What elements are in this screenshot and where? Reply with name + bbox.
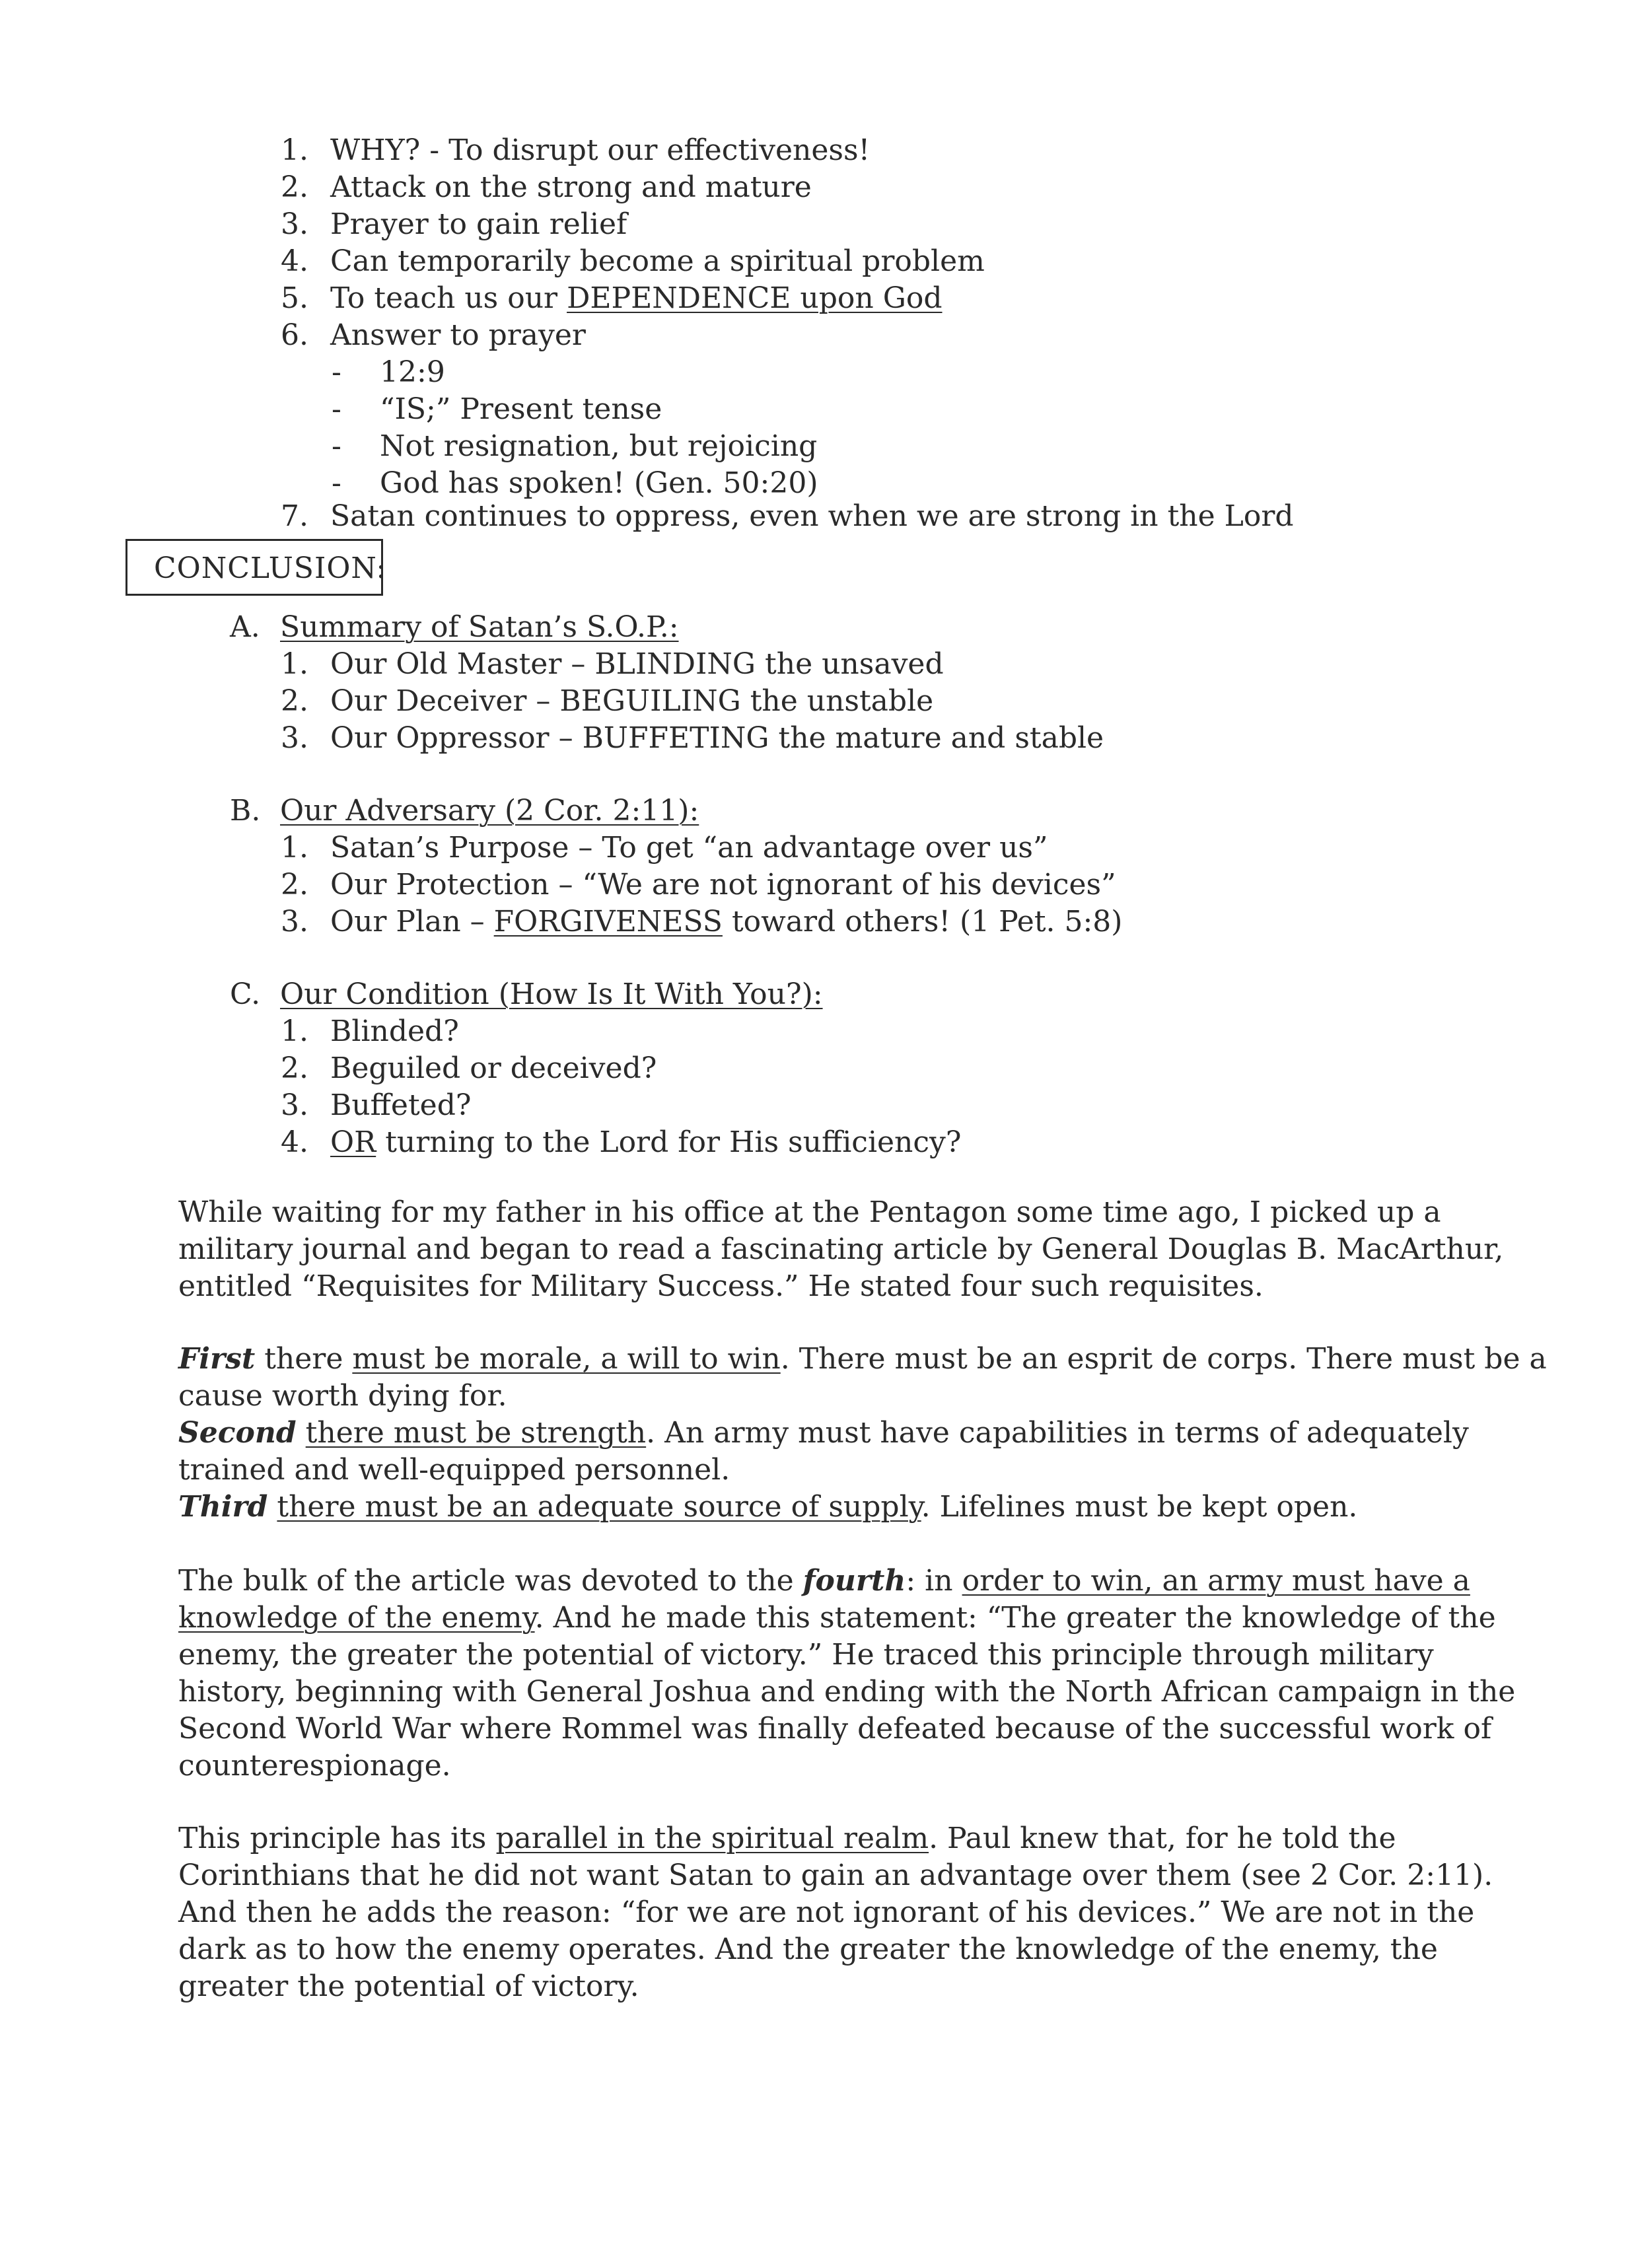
- text: . And he made this statement: “The greater the knowledge of the: [534, 1601, 1496, 1635]
- emphasis-word: Third: [178, 1490, 268, 1524]
- list-item-text: toward others! (1 Pet. 5:8): [722, 905, 1123, 939]
- outline-item: [330, 280, 943, 317]
- text: . Paul knew that, for he told the: [929, 1822, 1396, 1855]
- list-item: [330, 904, 1122, 940]
- list-number: 3.: [281, 905, 308, 939]
- sub-item-dash: -: [332, 392, 341, 426]
- list-number: 2.: [281, 868, 308, 902]
- outline-number: 7.: [281, 499, 308, 533]
- section-heading: Summary of Satan’s S.O.P.:: [280, 610, 679, 644]
- paragraph-intro: [178, 1194, 1504, 1305]
- text: [297, 1416, 306, 1450]
- underlined-phrase: OR: [330, 1125, 376, 1159]
- outline-number: 4.: [281, 244, 308, 278]
- section-heading: Our Adversary (2 Cor. 2:11):: [280, 794, 699, 828]
- underlined-phrase: FORGIVENESS: [493, 905, 723, 939]
- outline-item: Can temporarily become a spiritual problem: [330, 244, 985, 278]
- sub-item-dash: -: [332, 466, 341, 500]
- list-number: 2.: [281, 1051, 308, 1085]
- paragraph-line: [178, 1600, 1496, 1637]
- list-item: Our Old Master – BLINDING the unsaved: [330, 647, 944, 681]
- sub-item-dash: -: [332, 355, 341, 389]
- paragraph-line: Corinthians that he did not want Satan to gain an advantage over them (see 2 Cor. 2:11).: [178, 1859, 1493, 1892]
- paragraph-spiritual-parallel: [178, 1820, 1493, 2005]
- sub-item: God has spoken! (Gen. 50:20): [380, 466, 818, 500]
- list-item: Buffeted?: [330, 1088, 472, 1122]
- emphasis-word: First: [178, 1342, 256, 1376]
- underlined-phrase: order to win, an army must have a: [962, 1564, 1470, 1598]
- emphasis-word: fourth: [802, 1564, 906, 1598]
- conclusion-label: CONCLUSION:: [154, 551, 387, 585]
- list-item: Our Protection – “We are not ignorant of his devices”: [330, 868, 1116, 902]
- paragraph-line: And then he adds the reason: “for we are not ignorant of his devices.” We are not in the: [178, 1896, 1475, 1929]
- sub-item: “IS;” Present tense: [380, 392, 662, 426]
- paragraph-line: While waiting for my father in his office at the Pentagon some time ago, I picked up a: [178, 1195, 1441, 1229]
- underlined-phrase: DEPENDENCE upon God: [567, 281, 943, 315]
- paragraph-line: dark as to how the enemy operates. And the greater the knowledge of the enemy, the: [178, 1932, 1438, 1966]
- list-item: Our Deceiver – BEGUILING the unstable: [330, 684, 934, 718]
- list-item: Our Oppressor – BUFFETING the mature and stable: [330, 721, 1104, 755]
- list-number: 2.: [281, 684, 308, 718]
- paragraph-line: military journal and began to read a fascinating article by General Douglas B. MacArthur,: [178, 1232, 1504, 1266]
- text: The bulk of the article was devoted to the: [178, 1564, 803, 1598]
- text: : in: [906, 1564, 962, 1598]
- paragraph-line: entitled “Requisites for Military Success.” He stated four such requisites.: [178, 1269, 1264, 1303]
- section-letter: B.: [230, 794, 261, 828]
- paragraph-requisites: [178, 1341, 1547, 1526]
- list-number: 1.: [281, 647, 308, 681]
- list-number: 3.: [281, 1088, 308, 1122]
- section-heading: Our Condition (How Is It With You?):: [280, 977, 823, 1011]
- sub-item-dash: -: [332, 429, 341, 463]
- text: . Lifelines must be kept open.: [921, 1490, 1358, 1524]
- sub-item: 12:9: [380, 355, 445, 389]
- list-item: Blinded?: [330, 1014, 459, 1048]
- paragraph-line: trained and well-equipped personnel.: [178, 1453, 730, 1487]
- list-item: [330, 1124, 961, 1161]
- section-letter: C.: [230, 977, 261, 1011]
- paragraph-line: counterespionage.: [178, 1749, 451, 1783]
- underlined-phrase: must be morale, a will to win: [352, 1342, 781, 1376]
- sub-item: Not resignation, but rejoicing: [380, 429, 818, 463]
- list-number: 1.: [281, 831, 308, 865]
- section-letter: A.: [230, 610, 260, 644]
- paragraph-line: [178, 1563, 1479, 1600]
- paragraph-fourth: [178, 1563, 1516, 1785]
- outline-item: Satan continues to oppress, even when we are strong in the Lord: [330, 499, 1294, 533]
- emphasis-word: Second: [178, 1416, 297, 1450]
- outline-number: 5.: [281, 281, 308, 315]
- outline-item: WHY? - To disrupt our effectiveness!: [330, 133, 871, 167]
- outline-item: Answer to prayer: [330, 318, 586, 352]
- underlined-phrase: there must be an adequate source of supply: [277, 1490, 921, 1524]
- text: This principle has its: [178, 1822, 496, 1855]
- outline-item-text: To teach us our: [330, 281, 567, 315]
- list-number: 3.: [281, 721, 308, 755]
- paragraph-line: Second World War where Rommel was finally defeated because of the successful work of: [178, 1712, 1492, 1746]
- underlined-phrase: there must be strength: [305, 1416, 647, 1450]
- list-item-text: turning to the Lord for His sufficiency?: [376, 1125, 962, 1159]
- outline-item: Prayer to gain relief: [330, 207, 627, 241]
- paragraph-line: [178, 1820, 1479, 1857]
- list-item: Beguiled or deceived?: [330, 1051, 657, 1085]
- paragraph-line: [178, 1415, 1479, 1452]
- list-item-text: Our Plan –: [330, 905, 494, 939]
- text: there: [255, 1342, 353, 1376]
- paragraph-line: cause worth dying for.: [178, 1379, 507, 1413]
- text: . An army must have capabilities in terms of adequately: [646, 1416, 1469, 1450]
- paragraph-line: history, beginning with General Joshua and ending with the North African campaign in the: [178, 1675, 1516, 1709]
- paragraph-line: enemy, the greater the potential of victory.” He traced this principle through military: [178, 1638, 1434, 1672]
- list-number: 4.: [281, 1125, 308, 1159]
- underlined-phrase: parallel in the spiritual realm: [495, 1822, 929, 1855]
- paragraph-line: [178, 1489, 1479, 1526]
- paragraph-line: [178, 1341, 1547, 1378]
- underlined-phrase: knowledge of the enemy: [178, 1601, 535, 1635]
- conclusion-box: [125, 539, 387, 596]
- list-number: 1.: [281, 1014, 308, 1048]
- outline-item: Attack on the strong and mature: [330, 170, 812, 204]
- text: . There must be an esprit de corps. There must be a: [780, 1342, 1547, 1376]
- text: [267, 1490, 277, 1524]
- outline-number: 6.: [281, 318, 308, 352]
- outline-number: 1.: [281, 133, 308, 167]
- paragraph-line: greater the potential of victory.: [178, 1969, 639, 2003]
- list-item: Satan’s Purpose – To get “an advantage over us”: [330, 831, 1048, 865]
- outline-number: 3.: [281, 207, 308, 241]
- outline-number: 2.: [281, 170, 308, 204]
